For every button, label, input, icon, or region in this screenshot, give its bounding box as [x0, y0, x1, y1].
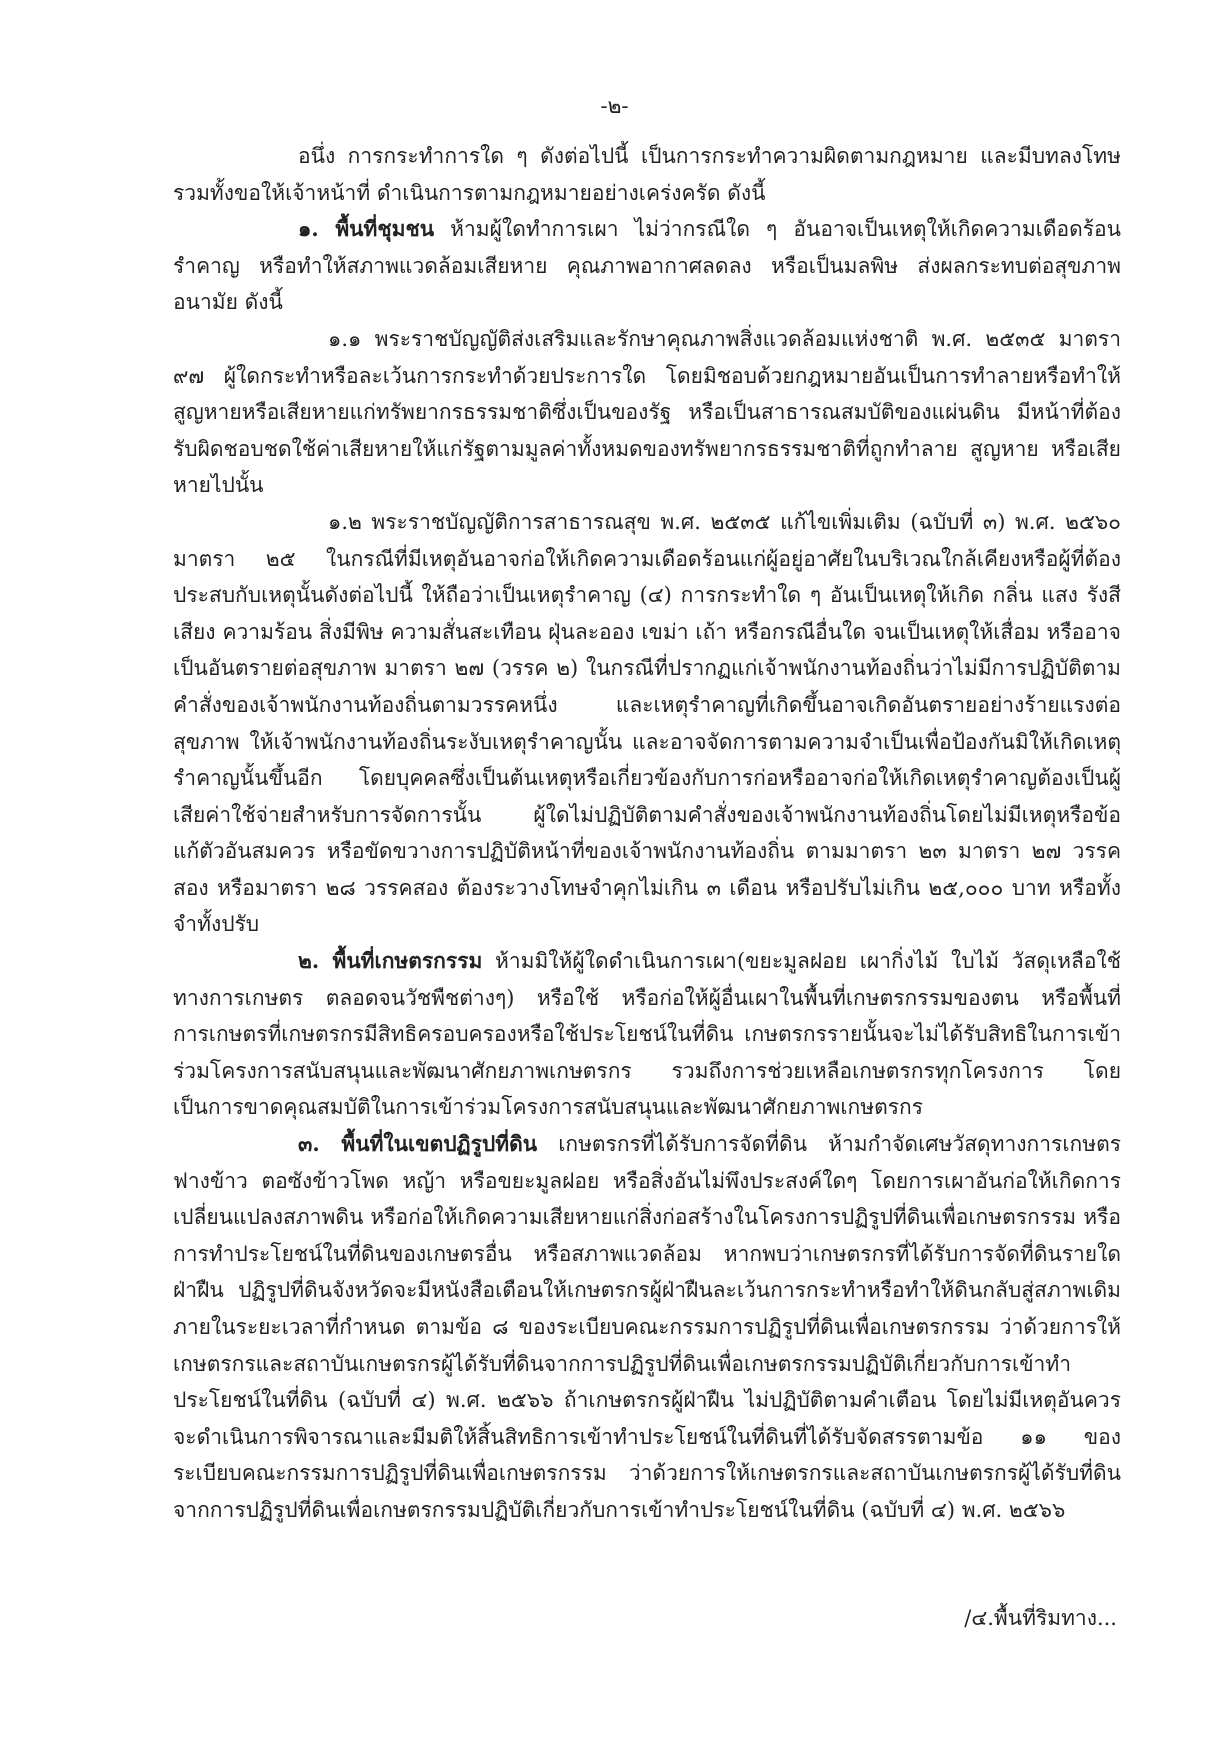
- intro-paragraph: อนึ่ง การกระทำการใด ๆ ดังต่อไปนี้ เป็นการกระทำความผิดตามกฎหมาย และมีบทลงโทษ รวมทั้งขอให้เจ้าหน้าที่ ดำเนินการตามกฎหมายอย่างเคร่งครัด ดังนี้: [173, 144, 1121, 205]
- section-1-heading: ๑. พื้นที่ชุมชน: [298, 216, 435, 242]
- document-body: [173, 138, 1121, 1529]
- section-1-text: ห้ามผู้ใดทำการเผา ไม่ว่ากรณีใด ๆ อันอาจเป็นเหตุให้เกิดความเดือดร้อนรำคาญ หรือทำให้สภาพแวดล้อมเสียหาย คุณภาพอากาศลดลง หรือเป็นมลพิษ ส่งผลกระทบต่อสุขภาพอนามัย ดังนี้: [173, 217, 1121, 315]
- section-1-1-paragraph: ๑.๑ พระราชบัญญัติส่งเสริมและรักษาคุณภาพสิ่งแวดล้อมแห่งชาติ พ.ศ. ๒๕๓๕ มาตรา ๙๗ ผู้ใดกระทำหรือละเว้นการกระทำด้วยประการใด โดยมิชอบด้วยกฎหมายอันเป็นการทำลายหรือทำให้สูญหายหรือเสียหายแก่ทรัพยากรธรรมชาติซึ่งเป็นของรัฐ หรือเป็นสาธารณสมบัติของแผ่นดิน มีหน้าที่ต้องรับผิดชอบชดใช้ค่าเสียหายให้แก่รัฐตามมูลค่าทั้งหมดของทรัพยากรธรรมชาติที่ถูกทำลาย สูญหาย หรือเสียหายไปนั้น: [173, 326, 1121, 498]
- continuation-note: /๔.พื้นที่ริมทาง...: [964, 1606, 1117, 1630]
- page-number: -๒-: [600, 94, 629, 118]
- section-1-2-paragraph: ๑.๒ พระราชบัญญัติการสาธารณสุข พ.ศ. ๒๕๓๕ แก้ไขเพิ่มเติม (ฉบับที่ ๓) พ.ศ. ๒๕๖๐ มาตรา ๒๕ ในกรณีที่มีเหตุอันอาจก่อให้เกิดความเดือดร้อนแก่ผู้อยู่อาศัยในบริเวณใกล้เคียงหรือผู้ที่ต้องประสบกับเหตุนั้นดังต่อไปนี้ ให้ถือว่าเป็นเหตุรำคาญ (๔) การกระทำใด ๆ อันเป็นเหตุให้เกิด กลิ่น แสง รังสี เสียง ความร้อน สิ่งมีพิษ ความสั่นสะเทือน ฝุ่นละออง เขม่า เถ้า หรือกรณีอื่นใด จนเป็นเหตุให้เสื่อม หรืออาจเป็นอันตรายต่อสุขภาพ มาตรา ๒๗ (วรรค ๒) ในกรณีที่ปรากฏแก่เจ้าพนักงานท้องถิ่นว่าไม่มีการปฏิบัติตามคำสั่งของเจ้าพนักงานท้องถิ่นตามวรรคหนึ่ง และเหตุรำคาญที่เกิดขึ้นอาจเกิดอันตรายอย่างร้ายแรงต่อสุขภาพ ให้เจ้าพนักงานท้องถิ่นระงับเหตุรำคาญนั้น และอาจจัดการตามความจำเป็นเพื่อป้องกันมิให้เกิดเหตุรำคาญนั้นขึ้นอีก โดยบุคคลซึ่งเป็นต้นเหตุหรือเกี่ยวข้องกับการก่อหรืออาจก่อให้เกิดเหตุรำคาญต้องเป็นผู้เสียค่าใช้จ่ายสำหรับการจัดการนั้น ผู้ใดไม่ปฏิบัติตามคำสั่งของเจ้าพนักงานท้องถิ่นโดยไม่มีเหตุหรือข้อแก้ตัวอันสมควร หรือขัดขวางการปฏิบัติหน้าที่ของเจ้าพนักงานท้องถิ่น ตามมาตรา ๒๓ มาตรา ๒๗ วรรคสอง หรือมาตรา ๒๘ วรรคสอง ต้องระวางโทษจำคุกไม่เกิน ๓ เดือน หรือปรับไม่เกิน ๒๕,๐๐๐ บาท หรือทั้งจำทั้งปรับ: [173, 509, 1121, 937]
- section-3-text: เกษตรกรที่ได้รับการจัดที่ดิน ห้ามกำจัดเศษวัสดุทางการเกษตร ฟางข้าว ตอซังข้าวโพด หญ้า หรือขยะมูลฝอย หรือสิ่งอันไม่พึงประสงค์ใดๆ โดยการเผาอันก่อให้เกิดการเปลี่ยนแปลงสภาพดิน หรือก่อให้เกิดความเสียหายแก่สิ่งก่อสร้างในโครงการปฏิรูปที่ดินเพื่อเกษตรกรรม หรือการทำประโยชน์ในที่ดินของเกษตรอื่น หรือสภาพแวดล้อม หากพบว่าเกษตรกรที่ได้รับการจัดที่ดินรายใดฝ่าฝืน ปฏิรูปที่ดินจังหวัดจะมีหนังสือเตือนให้เกษตรกรผู้ฝ่าฝืนละเว้นการกระทำหรือทำให้ดินกลับสู่สภาพเดิม ภายในระยะเวลาที่กำหนด ตามข้อ ๘ ของระเบียบคณะกรรมการปฏิรูปที่ดินเพื่อเกษตรกรรม ว่าด้วยการให้เกษตรกรและสถาบันเกษตรกรผู้ได้รับที่ดินจากการปฏิรูปที่ดินเพื่อเกษตรกรรมปฏิบัติเกี่ยวกับการเข้าทำประโยชน์ในที่ดิน (ฉบับที่ ๔) พ.ศ. ๒๕๖๖ ถ้าเกษตรกรผู้ฝ่าฝืน ไม่ปฏิบัติตามคำเตือน โดยไม่มีเหตุอันควร จะดำเนินการพิจารณาและมีมติให้สิ้นสิทธิการเข้าทำประโยชน์ในที่ดินที่ได้รับจัดสรรตามข้อ ๑๑ ของระเบียบคณะกรรมการปฏิรูปที่ดินเพื่อเกษตรกรรม ว่าด้วยการให้เกษตรกรและสถาบันเกษตรกรผู้ได้รับที่ดินจากการปฏิรูปที่ดินเพื่อเกษตรกรรมปฏิบัติเกี่ยวกับการเข้าทำประโยชน์ในที่ดิน (ฉบับที่ ๔) พ.ศ. ๒๕๖๖: [173, 1132, 1121, 1522]
- section-1-paragraph: [173, 211, 1121, 321]
- section-2-text: ห้ามมิให้ผู้ใดดำเนินการเผา(ขยะมูลฝอย เผากิ่งไม้ ใบไม้ วัสดุเหลือใช้ทางการเกษตร ตลอดจนวัชพืชต่างๆ) หรือใช้ หรือก่อให้ผู้อื่นเผาในพื้นที่เกษตรกรรมของตน หรือพื้นที่การเกษตรที่เกษตรกรมีสิทธิครอบครองหรือใช้ประโยชน์ในที่ดิน เกษตรกรรายนั้นจะไม่ได้รับสิทธิในการเข้าร่วมโครงการสนับสนุนและพัฒนาศักยภาพเกษตรกร รวมถึงการช่วยเหลือเกษตรกรทุกโครงการ โดยเป็นการขาดคุณสมบัติในการเข้าร่วมโครงการสนับสนุนและพัฒนาศักยภาพเกษตรกร: [173, 949, 1121, 1120]
- section-3-heading: ๓. พื้นที่ในเขตปฏิรูปที่ดิน: [298, 1131, 538, 1157]
- section-3-paragraph: [173, 1126, 1121, 1529]
- section-2-heading: ๒. พื้นที่เกษตรกรรม: [298, 948, 483, 974]
- section-2-paragraph: [173, 943, 1121, 1126]
